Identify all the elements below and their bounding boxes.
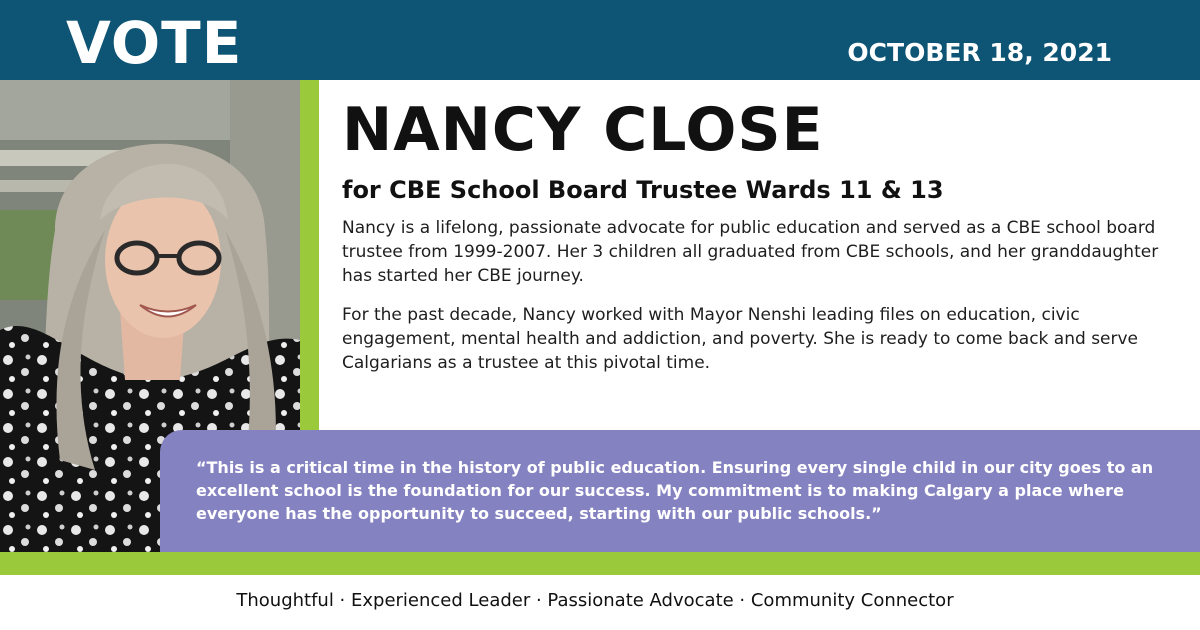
candidate-subtitle: for CBE School Board Trustee Wards 11 & 13 [342, 176, 944, 204]
green-band [0, 552, 1200, 575]
green-accent-strip [300, 80, 319, 430]
bio-paragraph: Nancy is a lifelong, passionate advocate for public education and served as a CBE school board trustee from 1999-2007. Her 3 children all graduated from CBE schools, and her granddaughter has started her CBE journey. [342, 218, 1159, 286]
header-bar [0, 0, 1200, 80]
vote-heading: VOTE [66, 9, 243, 77]
candidate-quote: “This is a critical time in the history of public education. Ensuring every single child in our city goes to an excellent school is the foundation for our success. My commitment is to making Calgary a place where everyone has the opportunity to succeed, starting with our public schools.” [196, 458, 1154, 523]
election-date: OCTOBER 18, 2021 [847, 38, 1112, 67]
quote-box [160, 430, 1200, 552]
bio-paragraph: For the past decade, Nancy worked with Mayor Nenshi leading files on education, civic engagement, mental health and addiction, and poverty. She is ready to come back and serve Calgarians as a trustee at this pivotal time. [342, 305, 1139, 373]
tagline: Thoughtful · Experienced Leader · Passionate Advocate · Community Connector [236, 590, 954, 611]
candidate-name: NANCY CLOSE [342, 95, 824, 165]
